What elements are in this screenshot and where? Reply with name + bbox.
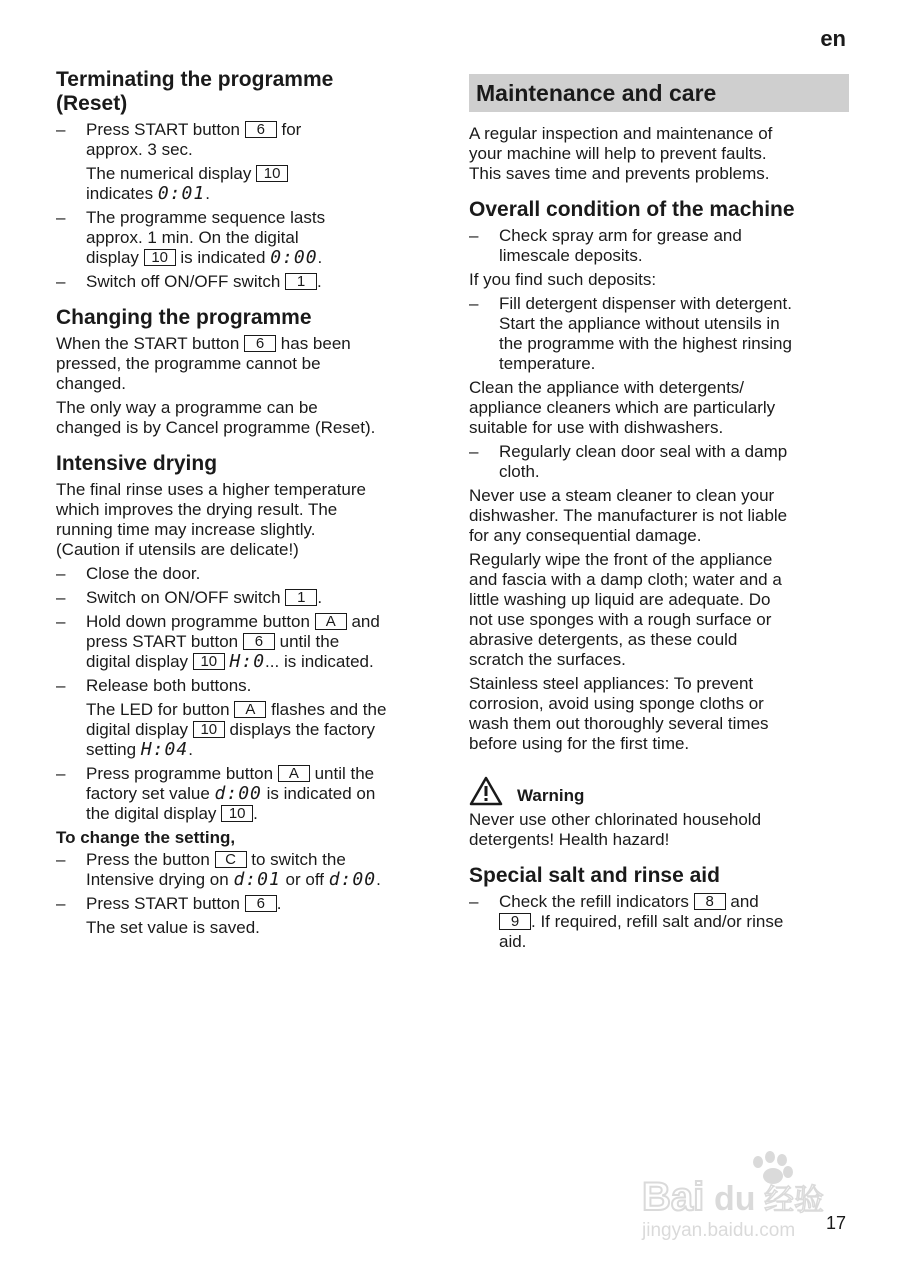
text-run: Check the refill indicators (499, 892, 689, 911)
text-run: . (317, 272, 322, 291)
list-item (469, 226, 849, 266)
text-run: appliance cleaners which are particularly (469, 398, 776, 417)
heading-line: (Reset) (56, 92, 128, 115)
text-run: and fascia with a damp cloth; water and a (469, 570, 782, 589)
text-run: Check spray arm for grease and (499, 226, 742, 245)
list-dash: – (56, 120, 66, 139)
text-run: changed is by Cancel programme (Reset). (56, 418, 376, 437)
text-run: . (276, 894, 282, 913)
text-run: digital display (86, 652, 189, 671)
key-label: 6 (244, 335, 276, 352)
text-run: temperature. (499, 354, 596, 373)
warning-label: Warning (517, 786, 585, 805)
text-run: The LED for button (86, 700, 230, 719)
text-run: . (317, 588, 323, 607)
list-item (56, 588, 446, 608)
list-dash: – (56, 208, 66, 227)
text-run: for (281, 120, 302, 139)
heading-line: Terminating the programme (56, 68, 334, 91)
lcd-value: H:0 (229, 651, 266, 672)
text-run: A regular inspection and maintenance of (469, 124, 773, 143)
text-run: Switch on ON/OFF switch (86, 588, 281, 607)
baidu-watermark-logo (640, 1148, 850, 1243)
text-run: or off (285, 870, 324, 889)
text-run: changed. (56, 374, 126, 393)
text-run: indicates (86, 184, 154, 203)
paragraph (469, 124, 849, 184)
paragraph (469, 674, 849, 754)
text-run: aid. (499, 932, 527, 951)
list-dash: – (56, 272, 66, 291)
list-dash: – (56, 588, 66, 607)
text-run: Never use a steam cleaner to clean your (469, 486, 775, 505)
text-run: Release both buttons. (86, 676, 252, 695)
text-run: Switch off ON/OFF switch (86, 272, 281, 291)
paragraph (56, 398, 446, 438)
text-run: running time may increase slightly. (56, 520, 316, 539)
text-run: displays the factory (229, 720, 376, 739)
text-run: the programme with the highest rinsing (499, 334, 792, 353)
paragraph: If you find such deposits: (469, 270, 657, 289)
page-number: 17 (825, 1213, 846, 1233)
text-run: Start the appliance without utensils in (499, 314, 780, 333)
text-run: approx. 3 sec. (86, 140, 193, 159)
warning-header (469, 776, 849, 806)
paragraph (56, 480, 446, 560)
salt-heading: Special salt and rinse aid (469, 864, 720, 887)
text-run: The programme sequence lasts (86, 208, 326, 227)
text-run: is indicated on (266, 784, 376, 803)
section-banner: Maintenance and care (469, 74, 849, 112)
text-run: scratch the surfaces. (469, 650, 626, 669)
key-label: 1 (285, 589, 317, 606)
lcd-value: d:00 (214, 783, 262, 804)
text-run: which improves the drying result. The (56, 500, 338, 519)
key-label: 10 (256, 165, 288, 182)
text-run: This saves time and prevents problems. (469, 164, 770, 183)
watermark-brand: Bai (642, 1175, 705, 1219)
list-item (56, 208, 446, 268)
text-run: until the (279, 632, 340, 651)
paragraph (56, 334, 446, 394)
text-run: Hold down programme button (86, 612, 310, 631)
text-run: Intensive drying on (86, 870, 229, 889)
text-run: your machine will help to prevent faults. (469, 144, 767, 163)
paragraph (469, 486, 849, 546)
watermark-cn: 经验 (764, 1183, 824, 1218)
key-label: 6 (245, 895, 277, 912)
key-label: 6 (243, 633, 275, 650)
change-heading: Changing the programme (56, 306, 312, 329)
language-code: en (820, 26, 846, 51)
paragraph (469, 550, 849, 670)
text-run: The numerical display (86, 164, 252, 183)
reset-heading (56, 68, 446, 116)
text-run: flashes and the (271, 700, 387, 719)
list-item (56, 894, 446, 914)
text-run: Regularly wipe the front of the appliance (469, 550, 773, 569)
key-label: 10 (193, 653, 225, 670)
text-run: corrosion, avoid using sponge cloths or (469, 694, 764, 713)
text-run: Stainless steel appliances: To prevent (469, 674, 754, 693)
lcd-value: d:00 (328, 869, 377, 890)
list-dash: – (469, 294, 479, 313)
list-dash: – (56, 850, 66, 869)
list-item (469, 442, 849, 482)
key-label: A (278, 765, 310, 782)
lcd-value: H:04 (140, 739, 189, 760)
text-run: and (351, 612, 380, 631)
text-run: display (86, 248, 139, 267)
list-item (56, 272, 446, 292)
text-run: . (317, 248, 323, 267)
list-dash: – (56, 612, 66, 631)
right-column (469, 68, 849, 956)
watermark-url: jingyan.baidu.com (642, 1220, 796, 1241)
list-item (469, 294, 849, 374)
key-label: A (315, 613, 347, 630)
list-dash: – (469, 892, 479, 911)
list-dash: – (56, 564, 66, 583)
text-run: Regularly clean door seal with a damp (499, 442, 788, 461)
intensive-heading: Intensive drying (56, 452, 218, 475)
text-run: Press the button (86, 850, 210, 869)
list-subtext (56, 164, 446, 204)
text-run: abrasive detergents, as these could (469, 630, 738, 649)
text-run: setting (86, 740, 137, 759)
text-run: . (253, 804, 258, 823)
text-run: ... is indicated. (265, 652, 374, 671)
text-run: factory set value (86, 784, 210, 803)
watermark-brand-2: du (714, 1180, 756, 1218)
list-dash: – (469, 226, 479, 245)
text-run: Never use other chlorinated household (469, 810, 762, 829)
text-run: Clean the appliance with detergents/ (469, 378, 745, 397)
warning-text (469, 810, 849, 850)
text-run: suitable for use with dishwashers. (469, 418, 724, 437)
list-dash: – (56, 676, 66, 695)
text-run: When the START button (56, 334, 240, 353)
text-run: pressed, the programme cannot be (56, 354, 321, 373)
list-item (56, 564, 446, 584)
text-run: The final rinse uses a higher temperature (56, 480, 366, 499)
text-run: . (376, 870, 381, 889)
text-run: Press START button (86, 894, 241, 913)
text-run: Press programme button (86, 764, 274, 783)
list-item (56, 850, 446, 890)
text-run: until the (314, 764, 375, 783)
list-subtext (56, 700, 446, 760)
lcd-value: 0:00 (270, 247, 318, 268)
text-run: . (188, 740, 193, 759)
text-run: for any consequential damage. (469, 526, 702, 545)
warning-icon (469, 776, 503, 806)
text-run: The only way a programme can be (56, 398, 318, 417)
text-run: Fill detergent dispenser with detergent. (499, 294, 792, 313)
text-run: digital display (86, 720, 189, 739)
text-run: Close the door. (86, 564, 201, 583)
key-label: 10 (221, 805, 253, 822)
list-dash: – (56, 894, 66, 913)
left-column (56, 68, 446, 942)
text-run: has been (280, 334, 351, 353)
text-run: not use sponges with a rough surface or (469, 610, 772, 629)
key-label: 1 (285, 273, 317, 290)
list-dash: – (469, 442, 479, 461)
key-label: 8 (694, 893, 726, 910)
list-item (56, 120, 446, 160)
key-label: 10 (193, 721, 225, 738)
text-run: little washing up liquid are adequate. Do (469, 590, 771, 609)
text-run: to switch the (251, 850, 346, 869)
text-run: wash them out thoroughly several times (469, 714, 769, 733)
subheading: To change the setting, (56, 828, 236, 847)
list-subtext: The set value is saved. (86, 918, 260, 937)
key-label: A (234, 701, 266, 718)
list-item (56, 764, 446, 824)
key-label: 9 (499, 913, 531, 930)
text-run: detergents! Health hazard! (469, 830, 670, 849)
text-run: press START button (86, 632, 239, 651)
key-label: 6 (245, 121, 277, 138)
text-run: limescale deposits. (499, 246, 643, 265)
text-run: approx. 1 min. On the digital (86, 228, 299, 247)
text-run: . If required, refill salt and/or rinse (531, 912, 784, 931)
list-item (469, 892, 849, 952)
text-run: the digital display (86, 804, 217, 823)
key-label: 10 (144, 249, 176, 266)
text-run: dishwasher. The manufacturer is not liable (469, 506, 788, 525)
text-run: (Caution if utensils are delicate!) (56, 540, 299, 559)
list-dash: – (56, 764, 66, 783)
text-run: is indicated (180, 248, 266, 267)
text-run: Press START button (86, 120, 241, 139)
text-run: . (205, 184, 210, 203)
list-item (56, 676, 446, 696)
text-run: and (730, 892, 759, 911)
text-run: cloth. (499, 462, 540, 481)
lcd-value: 0:01 (157, 183, 206, 204)
key-label: C (215, 851, 247, 868)
overall-heading: Overall condition of the machine (469, 198, 795, 221)
text-run: before using for the first time. (469, 734, 690, 753)
list-item (56, 612, 446, 672)
lcd-value: d:01 (233, 869, 281, 890)
paragraph (469, 378, 849, 438)
